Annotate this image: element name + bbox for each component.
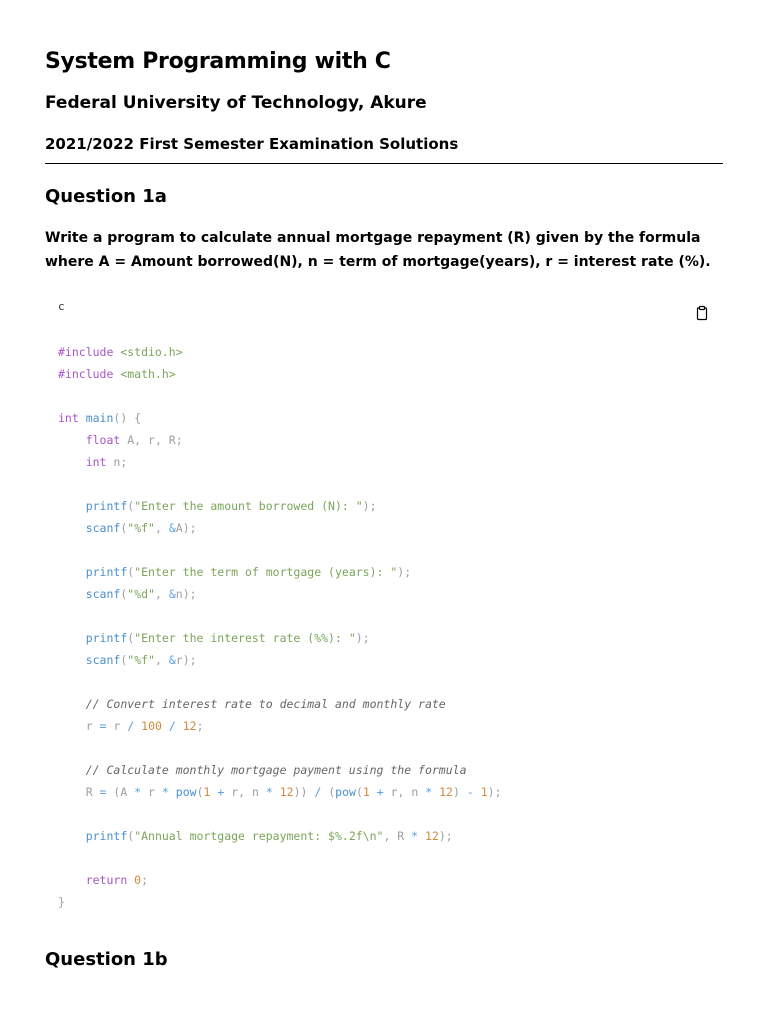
code-line bbox=[58, 895, 65, 909]
code-token: ( bbox=[127, 829, 135, 843]
code-token: = bbox=[99, 785, 107, 799]
code-token: ( bbox=[120, 587, 128, 601]
code-token bbox=[58, 763, 86, 777]
header-divider bbox=[45, 163, 723, 164]
question-1b-title: Question 1b bbox=[45, 949, 168, 970]
code-token bbox=[58, 455, 86, 469]
code-token: "%f" bbox=[127, 653, 155, 667]
code-token bbox=[169, 785, 176, 799]
code-token: ; bbox=[141, 873, 149, 887]
code-token: r); bbox=[175, 653, 197, 667]
code-token: A, r, R; bbox=[127, 433, 183, 447]
code-line bbox=[58, 653, 197, 667]
code-token: r bbox=[106, 719, 128, 733]
code-token: & bbox=[168, 521, 176, 535]
code-token: "Annual mortgage repayment: $%.2f\n" bbox=[134, 829, 384, 843]
code-token bbox=[58, 697, 86, 711]
code-token: & bbox=[168, 587, 176, 601]
copy-code-button[interactable] bbox=[695, 305, 709, 321]
code-token bbox=[273, 785, 280, 799]
code-token: ); bbox=[397, 565, 412, 579]
code-token: ( bbox=[355, 785, 363, 799]
code-token: 12 bbox=[279, 785, 294, 799]
code-token: pow bbox=[335, 785, 356, 799]
code-line bbox=[58, 433, 183, 447]
code-line bbox=[58, 521, 197, 535]
code-token: printf bbox=[85, 565, 128, 579]
code-token: 12 bbox=[425, 829, 439, 843]
code-token: scanf bbox=[85, 653, 121, 667]
code-token: r, n bbox=[383, 785, 426, 799]
code-token: ( bbox=[127, 631, 135, 645]
code-token bbox=[58, 631, 86, 645]
page-title: System Programming with C bbox=[45, 49, 391, 74]
code-token: * bbox=[425, 785, 433, 799]
code-token: / bbox=[314, 785, 322, 799]
code-token: , R bbox=[383, 829, 412, 843]
code-token bbox=[58, 565, 86, 579]
code-block bbox=[45, 296, 723, 926]
code-token: & bbox=[168, 653, 176, 667]
code-token: ; bbox=[196, 719, 204, 733]
code-token: * bbox=[265, 785, 273, 799]
code-token: R bbox=[58, 785, 100, 799]
code-token: scanf bbox=[85, 521, 121, 535]
code-token: )) bbox=[293, 785, 315, 799]
code-token: 12 bbox=[182, 719, 197, 733]
code-token: <math.h> bbox=[120, 367, 176, 381]
code-token bbox=[58, 499, 86, 513]
code-token: r, n bbox=[224, 785, 266, 799]
clipboard-icon bbox=[695, 305, 709, 321]
code-token bbox=[418, 829, 425, 843]
code-token: float bbox=[85, 433, 128, 447]
code-token: pow bbox=[175, 785, 197, 799]
code-line bbox=[58, 587, 197, 601]
question-1a-prompt: Write a program to calculate annual mortgage repayment (R) given by the formula where A = Amount borrowed(N), n = term of mortgage(years), r = interest rate (%). bbox=[45, 230, 711, 270]
code-line bbox=[58, 455, 127, 469]
code-token: printf bbox=[85, 829, 128, 843]
code-token: #include bbox=[58, 345, 121, 359]
code-token: , bbox=[154, 653, 169, 667]
code-token: // Convert interest rate to decimal and monthly rate bbox=[85, 697, 446, 711]
code-token: + bbox=[217, 785, 225, 799]
code-token: <stdio.h> bbox=[120, 345, 183, 359]
code-token bbox=[58, 829, 86, 843]
code-token: 100 bbox=[141, 719, 162, 733]
code-token: = bbox=[99, 719, 107, 733]
code-token: () { bbox=[113, 411, 142, 425]
code-token bbox=[58, 587, 86, 601]
code-token: main bbox=[85, 411, 114, 425]
code-token: * bbox=[411, 829, 419, 843]
code-line bbox=[58, 829, 453, 843]
code-token: ( bbox=[127, 565, 135, 579]
code-token: "%d" bbox=[127, 587, 155, 601]
code-token: #include bbox=[58, 367, 121, 381]
code-language-label: c bbox=[58, 300, 65, 313]
code-token: , bbox=[154, 587, 169, 601]
code-token: ( bbox=[120, 653, 128, 667]
code-token: } bbox=[58, 895, 65, 909]
code-line bbox=[58, 367, 176, 381]
code-token: 1 bbox=[203, 785, 211, 799]
code-token: 1 bbox=[480, 785, 488, 799]
code-token bbox=[58, 873, 86, 887]
code-token bbox=[176, 719, 183, 733]
code-token: / bbox=[168, 719, 176, 733]
code-line bbox=[58, 565, 411, 579]
code-token: + bbox=[376, 785, 384, 799]
code-token: ( bbox=[127, 499, 135, 513]
code-token: // Calculate monthly mortgage payment using the formula bbox=[85, 763, 467, 777]
code-token: n; bbox=[113, 455, 128, 469]
code-token: 12 bbox=[439, 785, 453, 799]
code-token: r bbox=[141, 785, 162, 799]
code-line bbox=[58, 411, 141, 425]
code-token: "Enter the amount borrowed (N): " bbox=[134, 499, 363, 513]
code-line bbox=[58, 873, 148, 887]
code-line bbox=[58, 631, 370, 645]
code-token bbox=[370, 785, 377, 799]
code-token bbox=[58, 521, 86, 535]
code-token: ( bbox=[321, 785, 336, 799]
code-token: "Enter the interest rate (%%): " bbox=[134, 631, 356, 645]
code-token: * bbox=[134, 785, 142, 799]
code-line bbox=[58, 345, 183, 359]
code-token: , bbox=[154, 521, 169, 535]
code-token: / bbox=[127, 719, 135, 733]
code-token: scanf bbox=[85, 587, 121, 601]
code-token: * bbox=[161, 785, 169, 799]
code-token bbox=[58, 653, 86, 667]
code-token: ( bbox=[196, 785, 204, 799]
code-token: 0 bbox=[134, 873, 142, 887]
code-token: ); bbox=[438, 829, 453, 843]
code-token: "%f" bbox=[127, 521, 155, 535]
code-token: (A bbox=[106, 785, 135, 799]
code-content bbox=[58, 341, 502, 913]
code-token bbox=[474, 785, 481, 799]
code-token: r bbox=[58, 719, 100, 733]
code-token: "Enter the term of mortgage (years): " bbox=[134, 565, 398, 579]
code-token: int bbox=[85, 455, 114, 469]
code-token: 1 bbox=[362, 785, 370, 799]
code-token bbox=[162, 719, 169, 733]
code-token: printf bbox=[85, 499, 128, 513]
code-token: ( bbox=[120, 521, 128, 535]
code-token: ); bbox=[362, 499, 377, 513]
code-line bbox=[58, 785, 502, 799]
code-token: int bbox=[58, 411, 86, 425]
code-token: - bbox=[466, 785, 474, 799]
code-token bbox=[58, 433, 86, 447]
question-1a-title: Question 1a bbox=[45, 186, 167, 207]
code-line bbox=[58, 763, 467, 777]
code-token: A); bbox=[175, 521, 197, 535]
code-token: n); bbox=[175, 587, 197, 601]
code-line bbox=[58, 719, 204, 733]
institution-heading: Federal University of Technology, Akure bbox=[45, 93, 427, 113]
code-token: ); bbox=[355, 631, 370, 645]
code-token: return bbox=[85, 873, 135, 887]
code-line bbox=[58, 697, 446, 711]
code-line bbox=[58, 499, 377, 513]
code-token: ); bbox=[487, 785, 502, 799]
code-token: ) bbox=[452, 785, 467, 799]
session-heading: 2021/2022 First Semester Examination Solutions bbox=[45, 135, 459, 153]
code-token: printf bbox=[85, 631, 128, 645]
